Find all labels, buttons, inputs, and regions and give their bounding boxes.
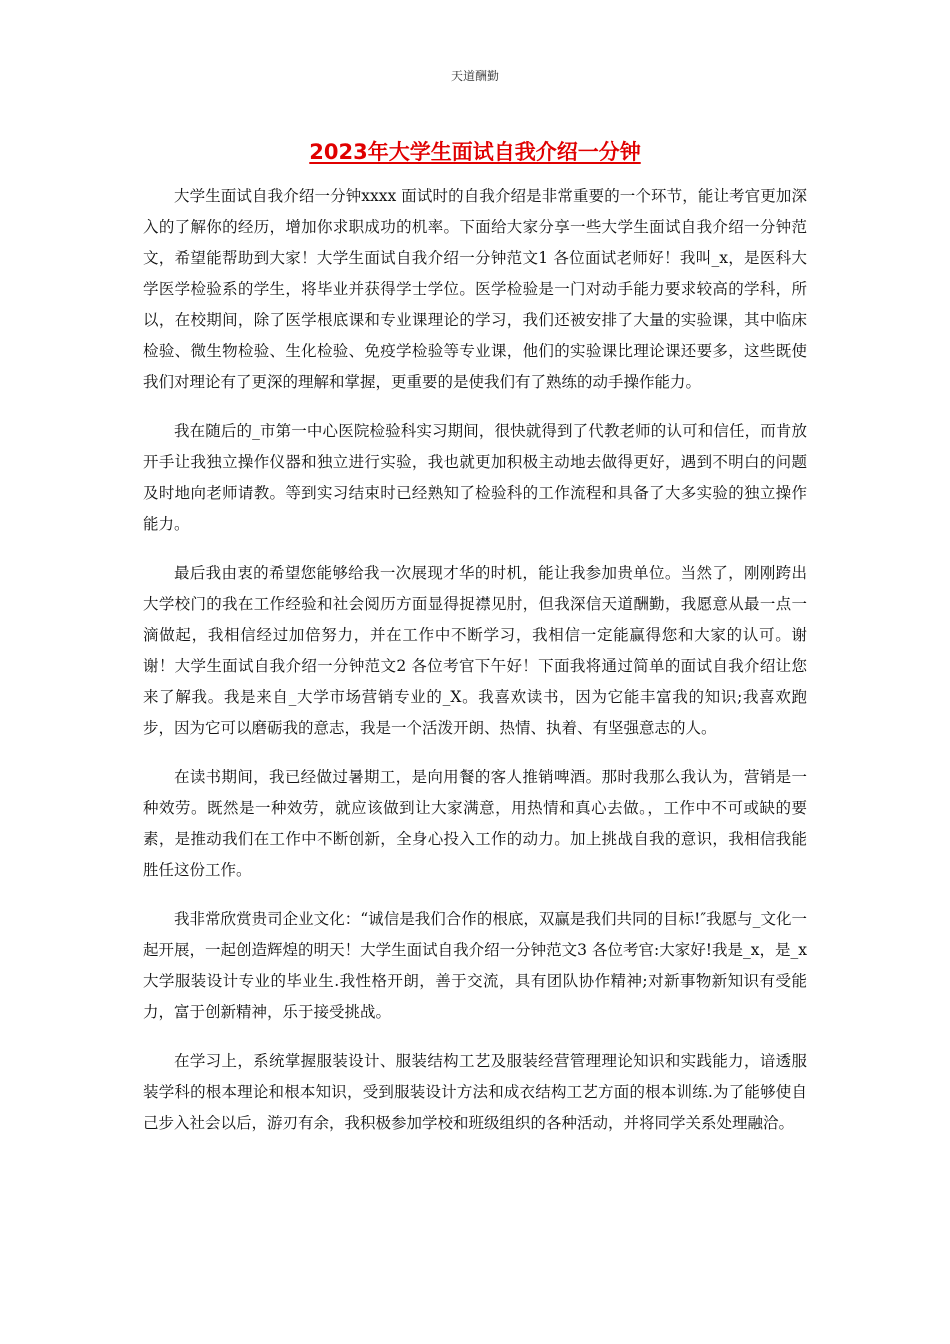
paragraph-2: 我在随后的_市第一中心医院检验科实习期间，很快就得到了代教老师的认可和信任，而肯放开手让我独立操作仪器和独立进行实验，我也就更加积极主动地去做得更好，遇到不明白的问题及时地向老师请教。等到实习结束时已经熟知了检验科的工作流程和具备了大多实验的独立操作能力。 [143,422,807,533]
paragraph-4: 在读书期间，我已经做过暑期工，是向用餐的客人推销啤酒。那时我那么我认为，营销是一种效劳。既然是一种效劳，就应该做到让大家满意，用热情和真心去做。，工作中不可或缺的要素，是推动我们在工作中不断创新，全身心投入工作的动力。加上挑战自我的意识，我相信我能胜任这份工作。 [143,768,807,879]
paragraph-3: 最后我由衷的希望您能够给我一次展现才华的时机，能让我参加贵单位。当然了，刚刚跨出大学校门的我在工作经验和社会阅历方面显得捉襟见肘，但我深信天道酬勤，我愿意从最一点一滴做起，我相信经过加倍努力，并在工作中不断学习，我相信一定能赢得您和大家的认可。谢谢！大学生面试自我介绍一分钟范文2 各位考官下午好！下面我将通过简单的面试自我介绍让您来了解我。我是来自_大学市场营销专业的_X。我喜欢读书，因为它能丰富我的知识;我喜欢跑步，因为它可以磨砺我的意志，我是一个活泼开朗、热情、执着、有坚强意志的人。 [143,564,807,737]
document-body [143,181,807,1157]
document-title: 2023年大学生面试自我介绍一分钟 [309,140,641,164]
paragraph-1: 大学生面试自我介绍一分钟xxxx 面试时的自我介绍是非常重要的一个环节，能让考官更加深入的了解你的经历，增加你求职成功的机率。下面给大家分享一些大学生面试自我介绍一分钟范文，希望能帮助到大家！大学生面试自我介绍一分钟范文1 各位面试老师好！我叫_x，是医科大学医学检验系的学生，将毕业并获得学士学位。医学检验是一门对动手能力要求较高的学科，所以，在校期间，除了医学根底课和专业课理论的学习，我们还被安排了大量的实验课，其中临床检验、微生物检验、生化检验、免疫学检验等专业课，他们的实验课比理论课还要多，这些既使我们对理论有了更深的理解和掌握，更重要的是使我们有了熟练的动手操作能力。 [143,187,807,391]
page-header-text: 天道酬勤 [450,69,499,83]
paragraph-6: 在学习上，系统掌握服装设计、服装结构工艺及服装经营管理理论知识和实践能力，谙透服装学科的根本理论和根本知识，受到服装设计方法和成衣结构工艺方面的根本训练.为了能够使自己步入社会以后，游刃有余，我积极参加学校和班级组织的各种活动，并将同学关系处理融洽。 [143,1052,807,1132]
paragraph-5: 我非常欣赏贵司企业文化：“诚信是我们合作的根底，双赢是我们共同的目标!″我愿与_文化一起开展，一起创造辉煌的明天！大学生面试自我介绍一分钟范文3 各位考官:大家好!我是_x，是_x 大学服装设计专业的毕业生.我性格开朗，善于交流，具有团队协作精神;对新事物新知识有受能力，富于创新精神，乐于接受挑战。 [143,910,807,1021]
